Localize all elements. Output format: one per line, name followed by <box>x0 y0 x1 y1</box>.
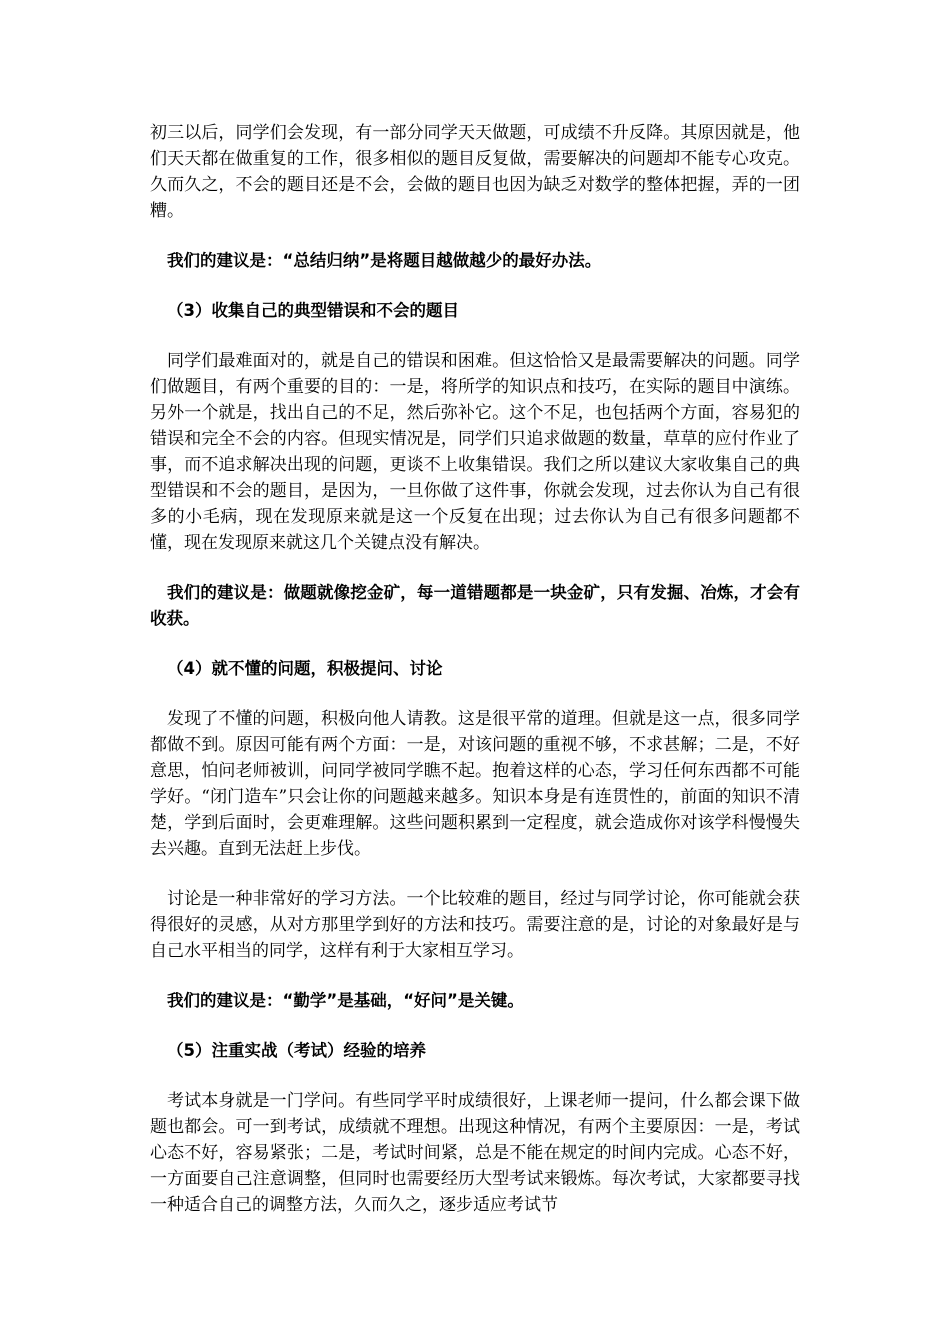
paragraph-ask-questions: 发现了不懂的问题，积极向他人请教。这是很平常的道理。但就是这一点，很多同学都做不到。原因可能有两个方面：一是，对该问题的重视不够，不求甚解；二是，不好意思，怕问老师被训，问同学被同学瞧不起。抱着这样的心态，学习任何东西都不可能学好。“闭门造车”只会让你的问题越来越多。知识本身是有连贯性的，前面的知识不清楚，学到后面时，会更难理解。这些问题积累到一定程度，就会造成你对该学科慢慢失去兴趣。直到无法赶上步伐。 <box>150 709 800 859</box>
suggestion-summary: 我们的建议是：“总结归纳”是将题目越做越少的最好办法。 <box>167 251 602 270</box>
section-heading-4: （4）就不懂的问题，积极提问、讨论 <box>167 659 443 678</box>
paragraph-intro: 初三以后，同学们会发现，有一部分同学天天做题，可成绩不升反降。其原因就是，他们天天都在做重复的工作，很多相似的题目反复做，需要解决的问题却不能专心攻克。久而久之，不会的题目还是不会，会做的题目也因为缺乏对数学的整体把握，弄的一团糟。 <box>150 123 800 221</box>
suggestion-study-ask: 我们的建议是：“勤学”是基础，“好问”是关键。 <box>167 991 524 1010</box>
paragraph-errors: 同学们最难面对的，就是自己的错误和困难。但这恰恰又是最需要解决的问题。同学们做题目，有两个重要的目的：一是，将所学的知识点和技巧，在实际的题目中演练。另外一个就是，找出自己的不足，然后弥补它。这个不足，也包括两个方面，容易犯的错误和完全不会的内容。但现实情况是，同学们只追求做题的数量，草草的应付作业了事，而不追求解决出现的问题，更谈不上收集错误。我们之所以建议大家收集自己的典型错误和不会的题目，是因为，一旦你做了这件事，你就会发现，过去你认为自己有很多的小毛病，现在发现原来就是这一个反复在出现；过去你认为自己有很多问题都不懂，现在发现原来就这几个关键点没有解决。 <box>150 351 800 553</box>
document-body <box>150 120 800 1218</box>
paragraph-discussion: 讨论是一种非常好的学习方法。一个比较难的题目，经过与同学讨论，你可能就会获得很好的灵感，从对方那里学到好的方法和技巧。需要注意的是，讨论的对象最好是与自己水平相当的同学，这样有利于大家相互学习。 <box>150 889 800 961</box>
section-heading-5: （5）注重实战（考试）经验的培养 <box>167 1041 426 1060</box>
paragraph-exam-experience: 考试本身就是一门学问。有些同学平时成绩很好，上课老师一提问，什么都会课下做题也都会。可一到考试，成绩就不理想。出现这种情况，有两个主要原因：一是，考试心态不好，容易紧张；二是，考试时间紧，总是不能在规定的时间内完成。心态不好，一方面要自己注意调整，但同时也需要经历大型考试来锻炼。每次考试，大家都要寻找一种适合自己的调整方法，久而久之，逐步适应考试节 <box>150 1091 800 1215</box>
suggestion-gold-mine: 我们的建议是：做题就像挖金矿，每一道错题都是一块金矿，只有发掘、冶炼，才会有收获。 <box>150 583 800 628</box>
section-heading-3: （3）收集自己的典型错误和不会的题目 <box>167 301 459 320</box>
